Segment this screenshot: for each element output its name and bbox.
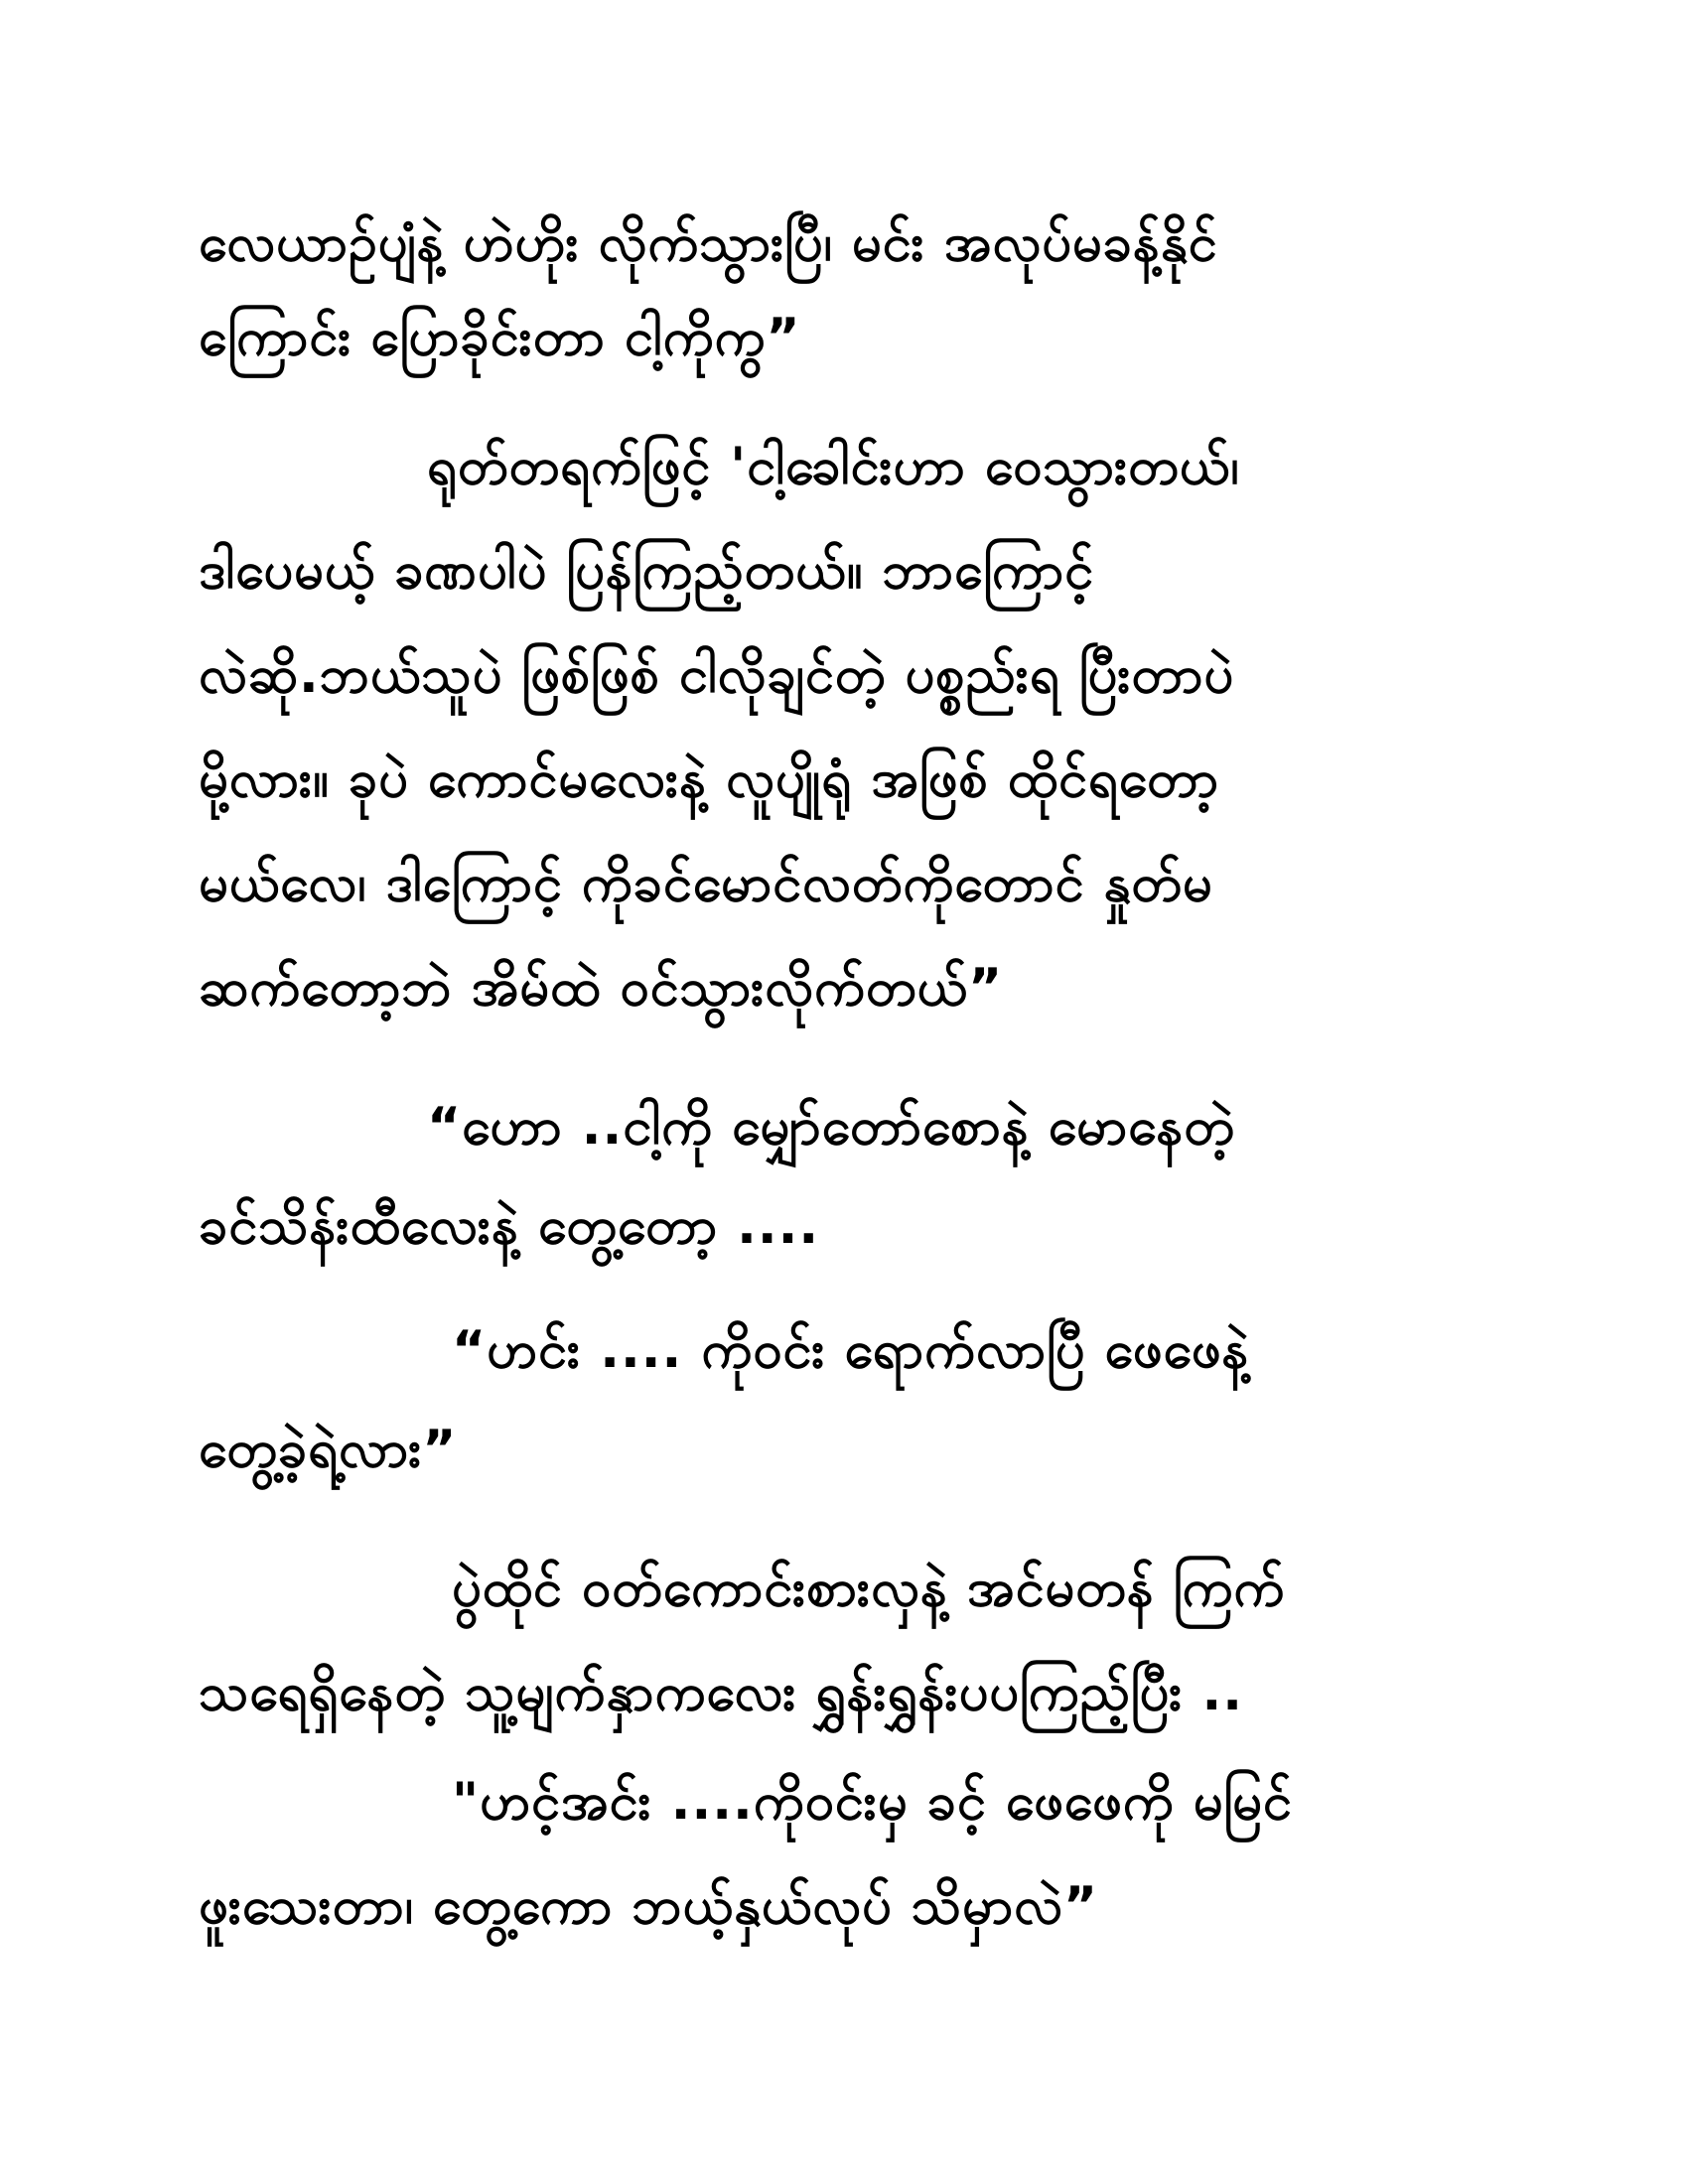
text-line-9: “ဟော ..ငါ့ကို မျှော်တော်စောနဲ့ မောနေတဲ့ [427,1097,1235,1157]
text-line-15: "ဟင့်အင်း ....ကိုဝင်းမှ ခင့် ဖေဖေကို မမြင် [452,1772,1293,1832]
text-line-16: ဖူးသေးတာ၊ တွေ့ကော ဘယ့်နှယ်လုပ် သိမှာလဲ” [199,1876,1099,1936]
text-line-8: ဆက်တော့ဘဲ အိမ်ထဲ ဝင်သွားလိုက်တယ်” [199,958,1004,1018]
text-line-7: မယ်လေ၊ ဒါကြောင့် ကိုခင်မောင်လတ်ကိုတောင် နှုတ်မ [199,854,1213,913]
text-line-14: သရေရှိနေတဲ့ သူ့မျက်နှာကလေး ရွှန်းရွှန်းပပကြည့်ပြီး .. [199,1663,1243,1722]
text-line-5: လဲဆို.ဘယ်သူပဲ ဖြစ်ဖြစ် ငါလိုချင်တဲ့ ပစ္စည်းရ ပြီးတာပဲ [199,645,1235,705]
text-line-11: “ဟင်း .... ကိုဝင်း ရောက်လာပြီ ဖေဖေနဲ့ [452,1320,1250,1380]
text-line-4: ဒါပေမယ့် ခဏပါပဲ ပြန်ကြည့်တယ်။ ဘာကြောင့် [199,541,1095,601]
text-line-1: လေယာဉ်ပျံနဲ့ ဟဲဟိုး လိုက်သွားပြီ၊ မင်း အလုပ်မခန့်နိုင် [199,213,1218,273]
text-line-3: ရုတ်တရက်ဖြင့် 'ငါ့ခေါင်းဟာ ဝေသွားတယ်၊ [427,437,1240,496]
text-line-10: ခင်သိန်းထီလေးနဲ့ တွေ့တော့ .... [199,1196,820,1256]
text-line-6: မို့လား။ ခုပဲ ကောင်မလေးနဲ့ လူပျိုရုံ အဖြစ် ထိုင်ရတော့ [199,750,1219,809]
text-line-12: တွေ့ခဲ့ရဲ့လား” [199,1420,458,1479]
text-line-13: ပွဲထိုင် ဝတ်ကောင်းစားလှနဲ့ အင်မတန် ကြက် [452,1559,1286,1618]
text-line-2: ကြောင်း ပြောခိုင်းတာ ငါ့ကိုကွ” [199,308,801,367]
